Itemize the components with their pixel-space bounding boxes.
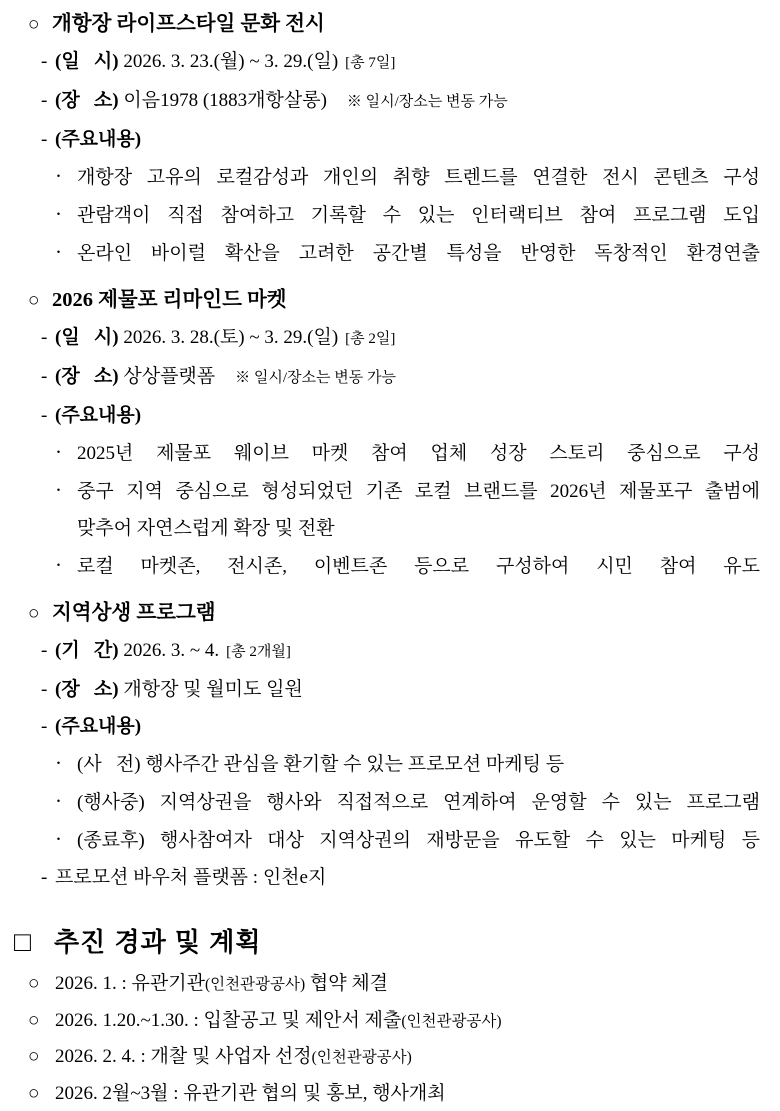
dot-bullet-icon: · bbox=[55, 234, 77, 271]
dot-bullet-icon: · bbox=[55, 745, 77, 782]
plan-entry-line bbox=[28, 1039, 762, 1076]
dot-bullet-icon: · bbox=[55, 196, 77, 233]
agency-note: (인천관광공사) bbox=[401, 1004, 501, 1040]
plan-entry-text: 2026. 1. : 유관기관 bbox=[55, 966, 205, 1002]
content-bullet-line bbox=[55, 434, 762, 472]
dash-bullet-icon: - bbox=[41, 358, 55, 395]
plan-entry-text: 2026. 2. 4. : 개찰 및 사업자 선정 bbox=[55, 1039, 312, 1075]
dot-bullet-icon: · bbox=[55, 821, 77, 858]
content-bullet-line bbox=[55, 547, 762, 585]
content-bullet-line bbox=[55, 472, 762, 510]
field-label: (주요내용) bbox=[55, 708, 141, 745]
change-notice: ※ 일시/장소는 변동 가능 bbox=[347, 84, 508, 121]
dash-bullet-icon: - bbox=[41, 397, 55, 434]
datetime-line bbox=[41, 319, 762, 358]
dash-bullet-icon: - bbox=[41, 43, 55, 80]
content-bullet-line bbox=[55, 196, 762, 234]
section-title bbox=[28, 595, 762, 632]
circle-bullet-icon: ○ bbox=[28, 1039, 55, 1075]
square-bullet-icon: □ bbox=[14, 918, 54, 966]
content-bullet-line bbox=[55, 783, 762, 821]
field-value: 상상플랫폼 bbox=[119, 358, 216, 395]
field-label: (장 소) bbox=[55, 82, 119, 119]
bullet-continuation-line bbox=[77, 510, 762, 547]
content-bullet-line bbox=[55, 745, 762, 783]
section-exhibition bbox=[28, 6, 762, 272]
section-title-text: 개항장 라이프스타일 문화 전시 bbox=[52, 6, 325, 43]
field-label: (일 시) bbox=[55, 43, 119, 80]
duration-badge: [총 7일] bbox=[345, 45, 395, 82]
bullet-text: 온라인 바이럴 확산을 고려한 공간별 특성을 반영한 독창적인 환경연출 bbox=[77, 235, 760, 272]
bullet-text: 로컬 마켓존, 전시존, 이벤트존 등으로 구성하여 시민 참여 유도 bbox=[77, 548, 760, 585]
field-value: 2026. 3. 23.(월) ~ 3. 29.(일) bbox=[119, 43, 339, 80]
content-header-line bbox=[41, 397, 762, 434]
dash-bullet-icon: - bbox=[41, 671, 55, 708]
field-label: (기 간) bbox=[55, 632, 119, 669]
duration-badge: [총 2일] bbox=[345, 321, 395, 358]
field-value: 2026. 3. 28.(토) ~ 3. 29.(일) bbox=[119, 319, 339, 356]
dot-bullet-icon: · bbox=[55, 547, 77, 584]
section-title-text: 2026 제물포 리마인드 마켓 bbox=[52, 282, 287, 319]
circle-bullet-icon: ○ bbox=[28, 282, 52, 319]
section-market bbox=[28, 282, 762, 585]
bullet-text: 중구 지역 중심으로 형성되었던 기존 로컬 브랜드를 2026년 제물포구 출범에 bbox=[77, 473, 760, 510]
field-label: (일 시) bbox=[55, 319, 119, 356]
plan-entry-line bbox=[28, 1003, 762, 1040]
plan-entry-text: 2026. 2월~3월 : 유관기관 협의 및 홍보, 행사개최 bbox=[55, 1076, 446, 1111]
dot-bullet-icon: · bbox=[55, 158, 77, 195]
dash-bullet-icon: - bbox=[41, 708, 55, 745]
dash-bullet-icon: - bbox=[41, 121, 55, 158]
bullet-text: (행사중) 지역상권을 행사와 직접적으로 연계하여 운영할 수 있는 프로그램 bbox=[77, 784, 760, 821]
plan-heading bbox=[14, 918, 762, 966]
plan-entry-tail: 협약 체결 bbox=[305, 966, 388, 1002]
bullet-text: 관람객이 직접 참여하고 기록할 수 있는 인터랙티브 참여 프로그램 도입 bbox=[77, 197, 760, 234]
circle-bullet-icon: ○ bbox=[28, 966, 55, 1002]
field-label: (장 소) bbox=[55, 671, 119, 708]
bullet-text: 2025년 제물포 웨이브 마켓 참여 업체 성장 스토리 중심으로 구성 bbox=[77, 435, 760, 472]
content-bullet-line bbox=[55, 234, 762, 272]
section-title bbox=[28, 6, 762, 43]
field-value: 이음1978 (1883개항살롱) bbox=[119, 82, 327, 119]
bullet-text: 개항장 고유의 로컬감성과 개인의 취향 트렌드를 연결한 전시 콘텐츠 구성 bbox=[77, 159, 760, 196]
bullet-text: 맞추어 자연스럽게 확장 및 전환 bbox=[77, 510, 335, 547]
agency-note: (인천관광공사) bbox=[205, 967, 305, 1003]
period-line bbox=[41, 632, 762, 671]
field-value: 2026. 3. ~ 4. bbox=[119, 632, 220, 669]
venue-line bbox=[41, 358, 762, 397]
content-header-line bbox=[41, 121, 762, 158]
venue-line bbox=[41, 671, 762, 708]
dot-bullet-icon: · bbox=[55, 434, 77, 471]
promo-platform-line bbox=[41, 859, 762, 896]
circle-bullet-icon: ○ bbox=[28, 1076, 55, 1111]
content-header-line bbox=[41, 708, 762, 745]
field-value: 개항장 및 월미도 일원 bbox=[119, 671, 303, 708]
content-bullet-line bbox=[55, 158, 762, 196]
section-title-text: 지역상생 프로그램 bbox=[52, 595, 216, 632]
circle-bullet-icon: ○ bbox=[28, 595, 52, 632]
plan-entry-line bbox=[28, 1076, 762, 1111]
plan-entry-text: 2026. 1.20.~1.30. : 입찰공고 및 제안서 제출 bbox=[55, 1003, 401, 1039]
circle-bullet-icon: ○ bbox=[28, 6, 52, 43]
change-notice: ※ 일시/장소는 변동 가능 bbox=[235, 360, 396, 397]
section-community bbox=[28, 595, 762, 896]
duration-badge: [총 2개월] bbox=[226, 634, 291, 671]
field-label: (장 소) bbox=[55, 358, 119, 395]
section-title bbox=[28, 282, 762, 319]
bullet-text: (사 전) 행사주간 관심을 환기할 수 있는 프로모션 마케팅 등 bbox=[77, 746, 564, 783]
circle-bullet-icon: ○ bbox=[28, 1003, 55, 1039]
content-bullet-line bbox=[55, 821, 762, 859]
field-label: (주요내용) bbox=[55, 121, 141, 158]
datetime-line bbox=[41, 43, 762, 82]
plan-heading-text: 추진 경과 및 계획 bbox=[54, 918, 261, 966]
bullet-text: (종료후) 행사참여자 대상 지역상권의 재방문을 유도할 수 있는 마케팅 등 bbox=[77, 822, 760, 859]
dot-bullet-icon: · bbox=[55, 783, 77, 820]
dash-bullet-icon: - bbox=[41, 859, 55, 896]
plan-entry-line bbox=[28, 966, 762, 1003]
agency-note: (인천관광공사) bbox=[312, 1040, 412, 1076]
venue-line bbox=[41, 82, 762, 121]
plan-section bbox=[28, 918, 762, 1111]
dot-bullet-icon: · bbox=[55, 472, 77, 509]
dash-bullet-icon: - bbox=[41, 82, 55, 119]
dash-bullet-icon: - bbox=[41, 319, 55, 356]
field-value: 프로모션 바우처 플랫폼 : 인천e지 bbox=[55, 859, 326, 896]
field-label: (주요내용) bbox=[55, 397, 141, 434]
dash-bullet-icon: - bbox=[41, 632, 55, 669]
